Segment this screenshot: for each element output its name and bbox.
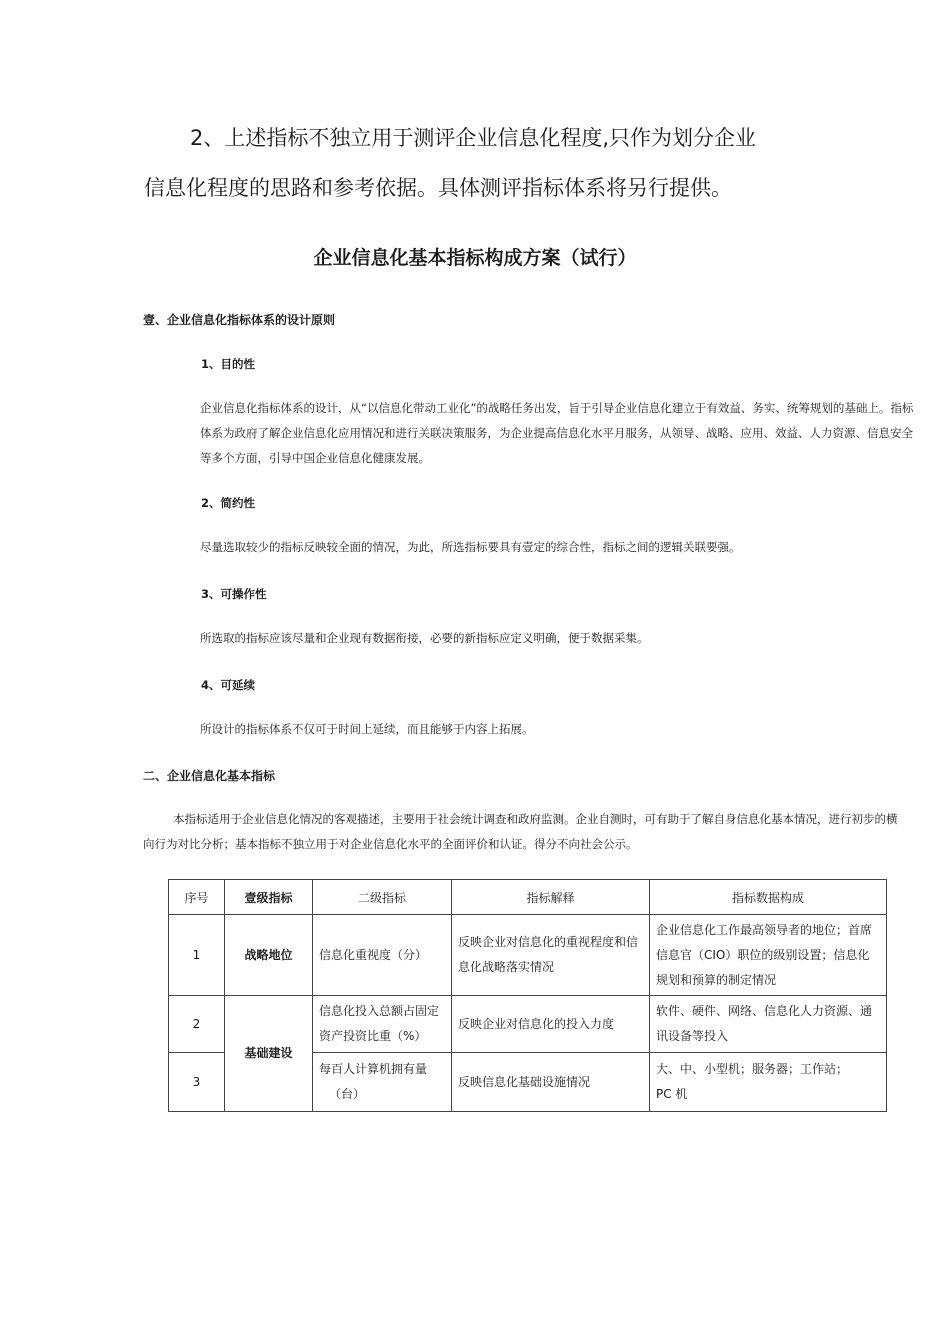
cell-level1: 战略地位: [225, 915, 313, 996]
section-2-text: 本指标适用于企业信息化情况的客观描述，主要用于社会统计调查和政府监测。企业自测时，可有助于了解自身信息化基本情况，进行初步的横向行为对比分析；基本指标不独立用于对企业信息化水平的全面评价和认证。得分不向社会公示。: [143, 812, 898, 851]
cell-explain: 反映企业对信息化的投入力度: [452, 996, 650, 1053]
cell-data: 软件、硬件、网络、信息化人力资源、通讯设备等投入: [650, 996, 887, 1053]
cell-level1: 基础建设: [225, 996, 313, 1112]
indicator-table: [168, 879, 887, 1112]
principle-4-heading: 4、可延续: [201, 678, 256, 692]
cell-level2-line1: 每百人计算机拥有量: [319, 1062, 428, 1076]
principle-2-heading: 2、简约性: [201, 496, 256, 510]
section-1-heading: 壹、企业信息化指标体系的设计原则: [143, 313, 336, 327]
principle-1-heading: 1、目的性: [201, 357, 256, 371]
principle-3-heading: 3、可操作性: [201, 587, 267, 601]
intro-line-2: 信息化程度的思路和参考依据。具体测评指标体系将另行提供。: [144, 176, 732, 200]
cell-data-line1: 大、中、小型机；服务器；工作站；: [656, 1062, 849, 1076]
cell-level2: 信息化重视度（分）: [313, 915, 452, 996]
cell-data: [650, 1053, 887, 1112]
principle-2-text: 尽量选取较少的指标反映较全面的情况，为此，所选指标要具有壹定的综合性，指标之间的逻辑关联要强。: [200, 540, 741, 554]
section-2-heading: 二、企业信息化基本指标: [143, 769, 276, 783]
table-row: [169, 996, 887, 1053]
header-level1: 壹级指标: [225, 880, 313, 915]
principle-1-text: 企业信息化指标体系的设计，从“以信息化带动工业化”的战略任务出发，旨于引导企业信息化建立于有效益、务实、统筹规划的基础上。指标体系为政府了解企业信息化应用情况和进行关联决策服务，为企业提高信息化水平月服务，从领导、战略、应用、效益、人力资源、信息安全等多个方面，引导中国企业信息化健康发展。: [200, 401, 914, 465]
cell-explain: 反映信息化基础设施情况: [452, 1053, 650, 1112]
document-title: 企业信息化基本指标构成方案（试行）: [313, 247, 637, 269]
cell-no: 2: [169, 996, 225, 1053]
cell-level2-line2: （台）: [329, 1087, 366, 1101]
cell-explain: 反映企业对信息化的重视程度和信息化战略落实情况: [452, 915, 650, 996]
cell-level2: [313, 1053, 452, 1112]
header-explain: 指标解释: [452, 880, 650, 915]
table-row: [169, 915, 887, 996]
cell-data-line2: PC 机: [656, 1087, 688, 1101]
intro-line-1: 2、上述指标不独立用于测评企业信息化程度,只作为划分企业: [190, 126, 757, 150]
cell-data: 企业信息化工作最高领导者的地位；首席信息官（CIO）职位的级别设置；信息化规划和预算的制定情况: [650, 915, 887, 996]
cell-no: 3: [169, 1053, 225, 1112]
header-data: 指标数据构成: [650, 880, 887, 915]
table-header-row: [169, 880, 887, 915]
principle-3-text: 所选取的指标应该尽量和企业现有数据衔接，必要的新指标应定义明确，便于数据采集。: [200, 631, 649, 645]
header-no: 序号: [169, 880, 225, 915]
cell-no: 1: [169, 915, 225, 996]
header-level2: 二级指标: [313, 880, 452, 915]
cell-level2: 信息化投入总额占固定资产投资比重（%）: [313, 996, 452, 1053]
principle-4-text: 所设计的指标体系不仅可于时间上延续，而且能够于内容上拓展。: [200, 722, 534, 736]
